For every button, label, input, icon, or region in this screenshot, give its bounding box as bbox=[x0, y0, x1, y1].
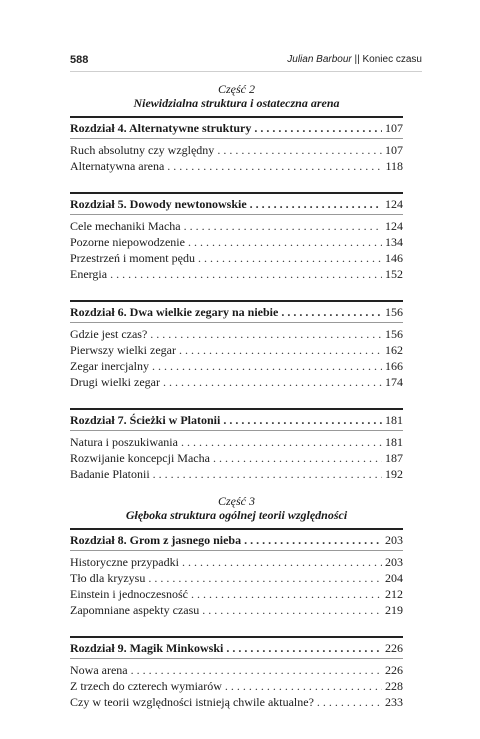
section-title: Cele mechaniki Macha bbox=[70, 219, 181, 233]
dot-leader bbox=[182, 554, 382, 570]
chapter-title: Rozdział 4. Alternatywne struktury bbox=[70, 121, 252, 135]
dot-leader bbox=[179, 342, 382, 358]
dot-leader bbox=[250, 196, 382, 212]
section-title: Zapomniane aspekty czasu bbox=[70, 603, 200, 617]
section-page: 124 bbox=[385, 219, 403, 233]
section-title: Energia bbox=[70, 267, 108, 281]
part-label: Część 2 bbox=[218, 82, 255, 96]
section-page: 226 bbox=[385, 663, 403, 677]
toc-section-row bbox=[70, 266, 403, 282]
author-name: Julian Barbour bbox=[287, 54, 352, 65]
chapter-spacer bbox=[70, 174, 403, 188]
chapter-page: 107 bbox=[385, 121, 403, 135]
section-page: 166 bbox=[385, 359, 403, 373]
dot-leader bbox=[184, 218, 382, 234]
chapter-divider bbox=[70, 430, 403, 431]
page-number: 588 bbox=[70, 54, 89, 66]
section-page: 204 bbox=[385, 571, 403, 585]
toc-section-row bbox=[70, 466, 403, 482]
dot-leader bbox=[213, 450, 382, 466]
dot-leader bbox=[254, 120, 382, 136]
toc-section-row bbox=[70, 694, 403, 710]
chapter-divider bbox=[70, 214, 403, 215]
chapter-spacer bbox=[70, 282, 403, 296]
chapter-title: Rozdział 5. Dowody newtonowskie bbox=[70, 197, 247, 211]
section-page: 162 bbox=[385, 343, 403, 357]
toc-section-row bbox=[70, 678, 403, 694]
dot-leader bbox=[150, 326, 382, 342]
toc-section-row bbox=[70, 662, 403, 678]
toc-section-row bbox=[70, 142, 403, 158]
chapter-page: 156 bbox=[385, 305, 403, 319]
dot-leader bbox=[317, 694, 382, 710]
chapter-top-rule bbox=[70, 636, 403, 638]
dot-leader bbox=[202, 602, 382, 618]
toc-section-row bbox=[70, 586, 403, 602]
part-heading bbox=[70, 82, 403, 110]
section-page: 233 bbox=[385, 695, 403, 709]
chapter-top-rule bbox=[70, 528, 403, 530]
section-title: Z trzech do czterech wymiarów bbox=[70, 679, 222, 693]
section-title: Ruch absolutny czy względny bbox=[70, 143, 215, 157]
book-title: Koniec czasu bbox=[362, 54, 422, 65]
toc-chapter-row bbox=[70, 640, 403, 656]
section-page: 156 bbox=[385, 327, 403, 341]
section-page: 228 bbox=[385, 679, 403, 693]
part-label: Część 3 bbox=[218, 494, 255, 508]
toc-section-row bbox=[70, 234, 403, 250]
chapter-spacer bbox=[70, 390, 403, 404]
chapter-title: Rozdział 6. Dwa wielkie zegary na niebie bbox=[70, 305, 279, 319]
toc-section-row bbox=[70, 570, 403, 586]
chapter-divider bbox=[70, 322, 403, 323]
section-page: 146 bbox=[385, 251, 403, 265]
dot-leader bbox=[191, 586, 382, 602]
section-title: Pozorne niepowodzenie bbox=[70, 235, 185, 249]
dot-leader bbox=[148, 570, 382, 586]
chapter-page: 226 bbox=[385, 641, 403, 655]
section-title: Drugi wielki zegar bbox=[70, 375, 160, 389]
dot-leader bbox=[225, 678, 382, 694]
toc-section-row bbox=[70, 218, 403, 234]
toc-chapter-row bbox=[70, 412, 403, 428]
dot-leader bbox=[217, 142, 382, 158]
section-page: 203 bbox=[385, 555, 403, 569]
toc-section-row bbox=[70, 450, 403, 466]
part-title: Głęboka struktura ogólnej teorii względności bbox=[125, 508, 348, 522]
table-of-contents bbox=[70, 82, 403, 710]
toc-section-row bbox=[70, 158, 403, 174]
dot-leader bbox=[198, 250, 382, 266]
section-title: Natura i poszukiwania bbox=[70, 435, 178, 449]
header-rule bbox=[70, 71, 422, 72]
chapter-divider bbox=[70, 658, 403, 659]
toc-section-row bbox=[70, 602, 403, 618]
dot-leader bbox=[163, 374, 382, 390]
toc-chapter-row bbox=[70, 304, 403, 320]
chapter-top-rule bbox=[70, 116, 403, 118]
section-title: Historyczne przypadki bbox=[70, 555, 179, 569]
section-page: 192 bbox=[385, 467, 403, 481]
chapter-title: Rozdział 8. Grom z jasnego nieba bbox=[70, 533, 242, 547]
chapter-page: 203 bbox=[385, 533, 403, 547]
chapter-top-rule bbox=[70, 192, 403, 194]
dot-leader bbox=[188, 234, 382, 250]
section-title: Gdzie jest czas? bbox=[70, 327, 148, 341]
chapter-page: 124 bbox=[385, 197, 403, 211]
section-title: Zegar inercjalny bbox=[70, 359, 149, 373]
section-title: Czy w teorii względności istnieją chwile aktualne? bbox=[70, 695, 314, 709]
section-page: 152 bbox=[385, 267, 403, 281]
dot-leader bbox=[244, 532, 382, 548]
toc-chapter-row bbox=[70, 532, 403, 548]
part-title: Niewidzialna struktura i ostateczna arena bbox=[133, 96, 340, 110]
section-page: 134 bbox=[385, 235, 403, 249]
section-title: Przestrzeń i moment pędu bbox=[70, 251, 195, 265]
chapter-page: 181 bbox=[385, 413, 403, 427]
toc-section-row bbox=[70, 342, 403, 358]
part-heading bbox=[70, 494, 403, 522]
toc-section-row bbox=[70, 374, 403, 390]
author-and-title bbox=[287, 54, 422, 65]
dot-leader bbox=[281, 304, 382, 320]
section-title: Einstein i jednoczesność bbox=[70, 587, 188, 601]
dot-leader bbox=[181, 434, 382, 450]
section-page: 107 bbox=[385, 143, 403, 157]
section-title: Alternatywna arena bbox=[70, 159, 165, 173]
section-page: 181 bbox=[385, 435, 403, 449]
section-title: Nowa arena bbox=[70, 663, 128, 677]
chapter-spacer bbox=[70, 618, 403, 632]
chapter-top-rule bbox=[70, 408, 403, 410]
section-title: Tło dla kryzysu bbox=[70, 571, 146, 585]
toc-chapter-row bbox=[70, 196, 403, 212]
chapter-title: Rozdział 9. Magik Minkowski bbox=[70, 641, 224, 655]
toc-chapter-row bbox=[70, 120, 403, 136]
chapter-divider bbox=[70, 138, 403, 139]
section-page: 174 bbox=[385, 375, 403, 389]
dot-leader bbox=[223, 412, 382, 428]
toc-section-row bbox=[70, 326, 403, 342]
section-page: 118 bbox=[385, 159, 403, 173]
dot-leader bbox=[110, 266, 382, 282]
dot-leader bbox=[152, 358, 382, 374]
dot-leader bbox=[167, 158, 382, 174]
chapter-divider bbox=[70, 550, 403, 551]
section-title: Badanie Platonii bbox=[70, 467, 150, 481]
toc-section-row bbox=[70, 250, 403, 266]
chapter-top-rule bbox=[70, 300, 403, 302]
dot-leader bbox=[226, 640, 382, 656]
toc-section-row bbox=[70, 434, 403, 450]
section-page: 219 bbox=[385, 603, 403, 617]
chapter-title: Rozdział 7. Ścieżki w Platonii bbox=[70, 413, 221, 427]
dot-leader bbox=[131, 662, 382, 678]
header-separator: || bbox=[351, 54, 363, 65]
toc-section-row bbox=[70, 358, 403, 374]
section-page: 187 bbox=[385, 451, 403, 465]
section-page: 212 bbox=[385, 587, 403, 601]
section-title: Pierwszy wielki zegar bbox=[70, 343, 176, 357]
toc-section-row bbox=[70, 554, 403, 570]
dot-leader bbox=[153, 466, 382, 482]
section-title: Rozwijanie koncepcji Macha bbox=[70, 451, 210, 465]
part-spacer bbox=[70, 482, 403, 494]
